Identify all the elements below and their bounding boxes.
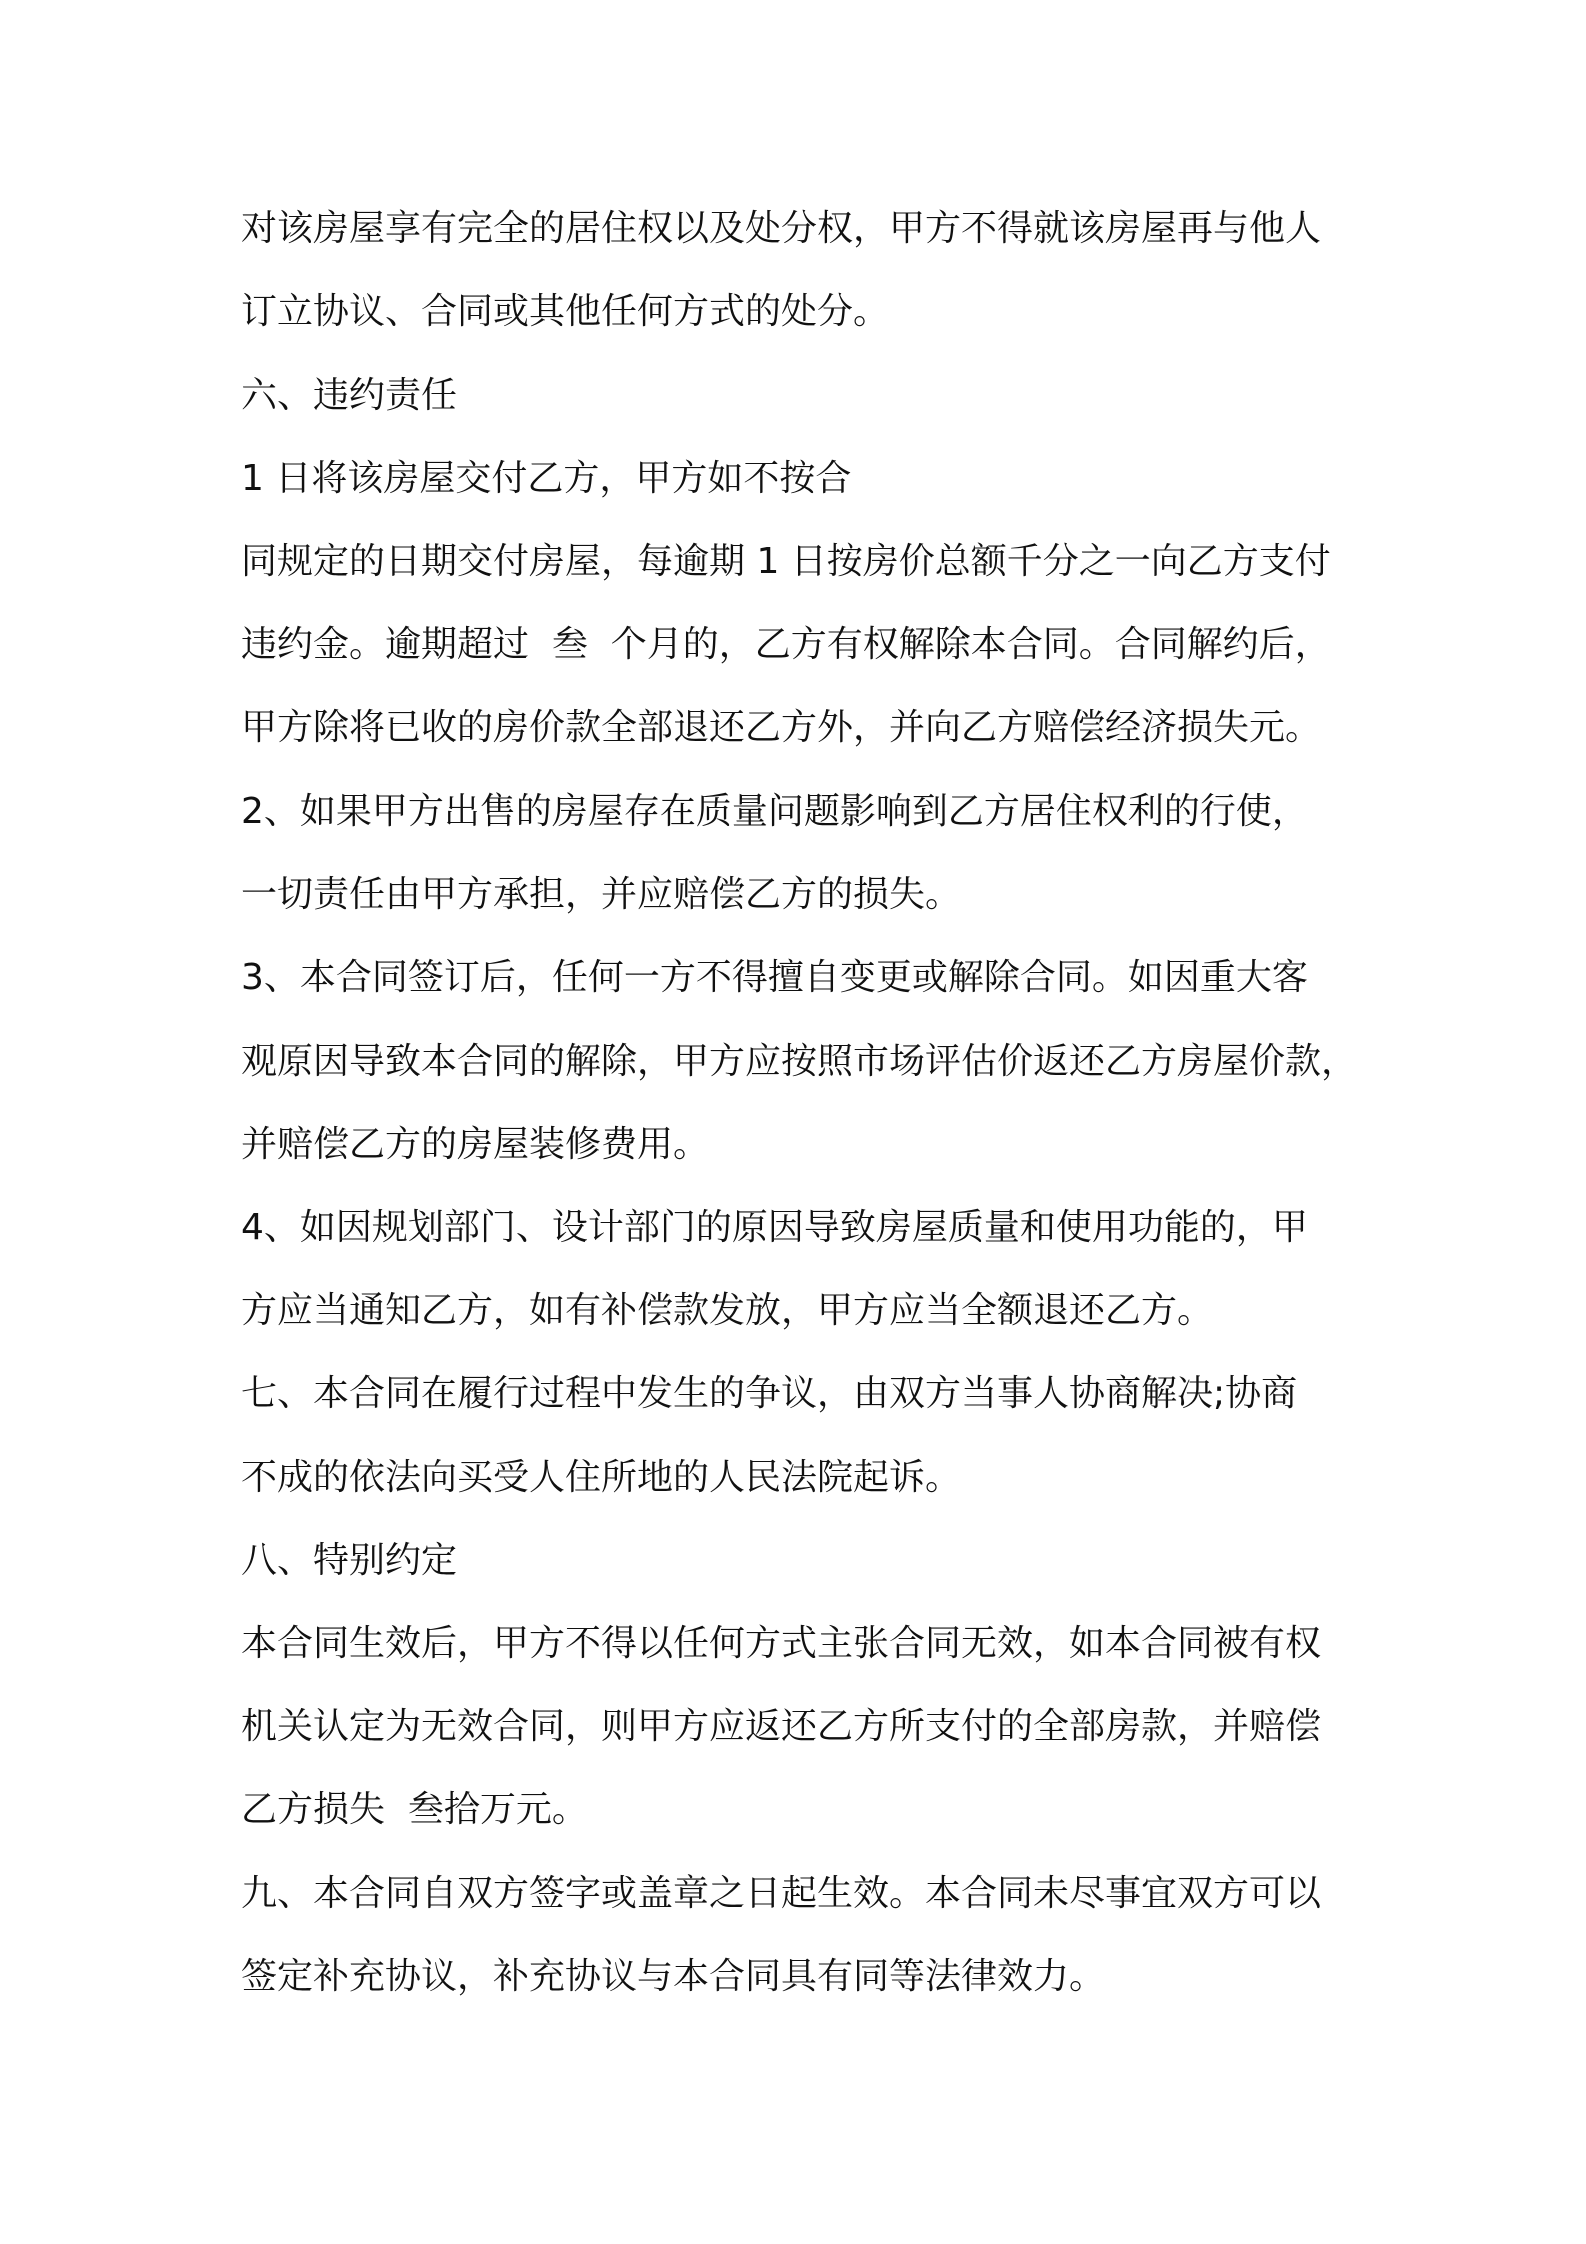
- section-heading: 六、违约责任: [241, 375, 458, 416]
- paragraph-line: 七、本合同在履行过程中发生的争议，由双方当事人协商解决;协商: [241, 1373, 1298, 1414]
- paragraph-line: 3、本合同签订后，任何一方不得擅自变更或解除合同。如因重大客: [241, 957, 1308, 998]
- paragraph-line: 乙方损失 叁拾万元。: [241, 1789, 588, 1830]
- paragraph-line: 签定补充协议，补充协议与本合同具有同等法律效力。: [241, 1956, 1106, 1997]
- paragraph-line: 违约金。逾期超过 叁 个月的，乙方有权解除本合同。合同解约后，: [241, 624, 1331, 665]
- section-heading: 八、特别约定: [241, 1540, 458, 1581]
- paragraph-line: 订立协议、合同或其他任何方式的处分。: [241, 291, 890, 332]
- paragraph-line: 本合同生效后，甲方不得以任何方式主张合同无效，如本合同被有权: [241, 1623, 1322, 1664]
- paragraph-line: 方应当通知乙方，如有补偿款发放，甲方应当全额退还乙方。: [241, 1290, 1214, 1331]
- paragraph-line: 九、本合同自双方签字或盖章之日起生效。本合同未尽事宜双方可以: [241, 1873, 1322, 1914]
- paragraph-line: 甲方除将已收的房价款全部退还乙方外，并向乙方赔偿经济损失元。: [241, 707, 1322, 748]
- paragraph-line: 2、如果甲方出售的房屋存在质量问题影响到乙方居住权利的行使，: [241, 791, 1308, 832]
- paragraph-line: 1 日将该房屋交付乙方，甲方如不按合: [241, 458, 852, 499]
- paragraph-line: 不成的依法向买受人住所地的人民法院起诉。: [241, 1457, 962, 1498]
- paragraph-line: 一切责任由甲方承担，并应赔偿乙方的损失。: [241, 874, 962, 915]
- paragraph-line: 并赔偿乙方的房屋装修费用。: [241, 1124, 710, 1165]
- paragraph-line: 同规定的日期交付房屋，每逾期 1 日按房价总额千分之一向乙方支付: [241, 541, 1331, 582]
- paragraph-line: 对该房屋享有完全的居住权以及处分权，甲方不得就该房屋再与他人: [241, 208, 1322, 249]
- paragraph-line: 机关认定为无效合同，则甲方应返还乙方所支付的全部房款，并赔偿: [241, 1706, 1322, 1747]
- paragraph-line: 4、如因规划部门、设计部门的原因导致房屋质量和使用功能的，甲: [241, 1207, 1308, 1248]
- paragraph-line: 观原因导致本合同的解除，甲方应按照市场评估价返还乙方房屋价款，: [241, 1041, 1358, 1082]
